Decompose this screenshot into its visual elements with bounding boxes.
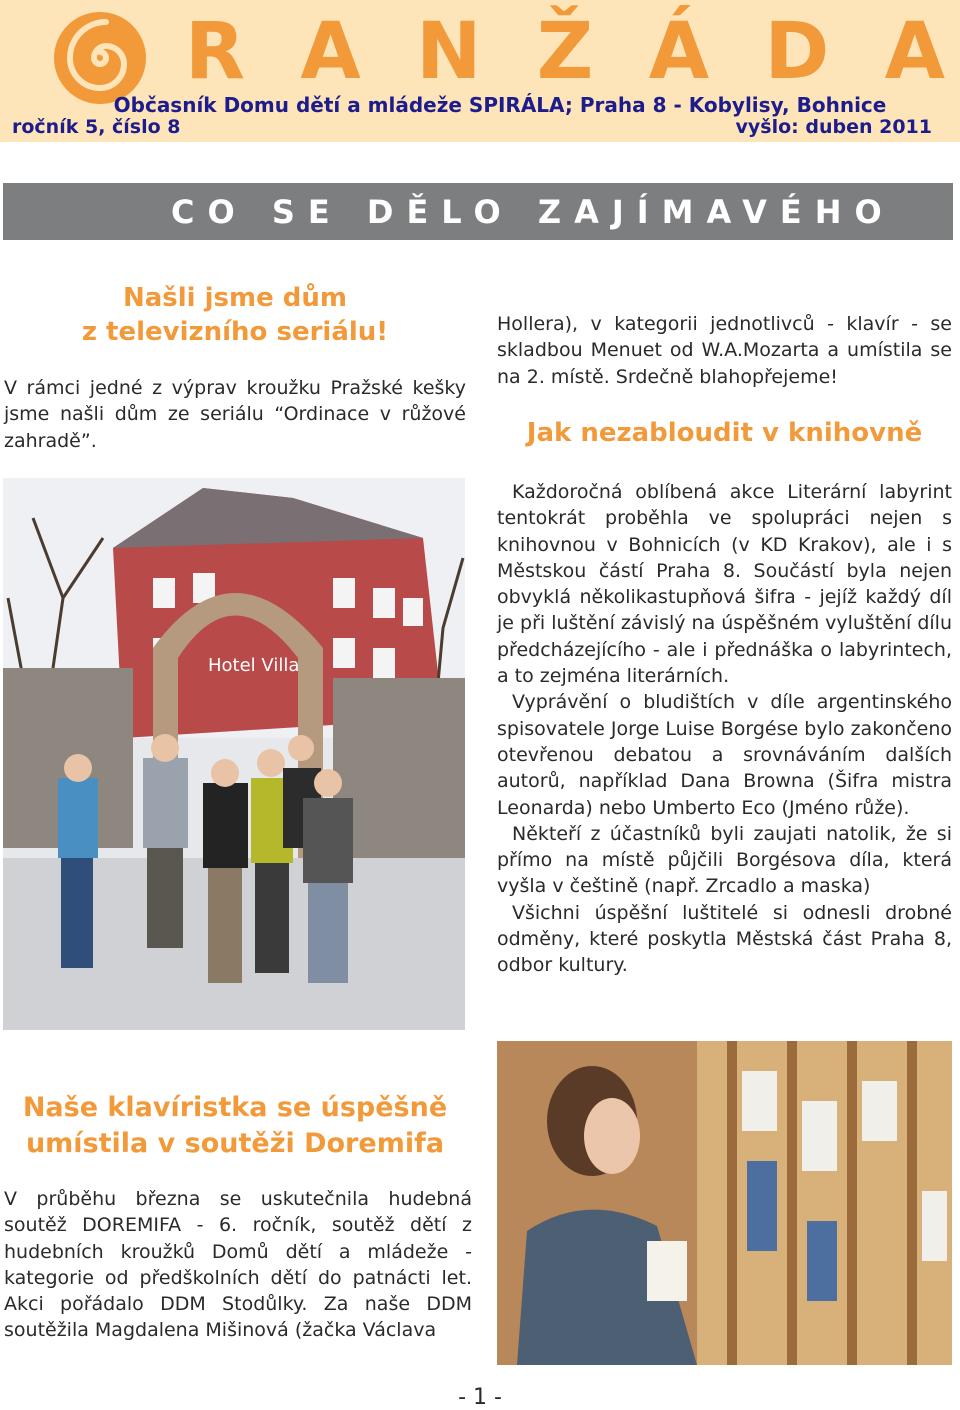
article-library-paragraph: Všichni úspěšní luštitelé si odnesli drobné odměny, které poskytla Městská část Praha 8, odbor kultury. [497, 901, 952, 977]
article-house-body: V rámci jedné z výprav kroužku Pražské kešky jsme našli dům ze seriálu “Ordinace v růžové zahradě”. [4, 377, 466, 452]
article-library-paragraph: Každoročná oblíbená akce Literární labyrint tentokrát proběhla ve spolupráci nejen s knihovnou v Bohnicích (v KD Krakov), ale i s Městskou částí Praha 8. Součástí byla nejen obvyklá několikastupňová šifra - jejíž každý díl je při luštění závislý na úspěšném vyluštění dílu předcházejícího - ale i přednáška o labyrintech, a to zejména literárních. [497, 481, 952, 688]
article-house-title-line2: z televizního seriálu! [81, 317, 389, 347]
masthead-letter: A [300, 7, 361, 97]
article-piano-title-line2: umístila v soutěži Doremifa [25, 1128, 445, 1159]
article-house-title [10, 281, 460, 349]
page-number: - 1 - [458, 1385, 502, 1410]
masthead-letter: A [884, 7, 945, 97]
article-library-body [497, 479, 952, 979]
masthead-letter: Ž [536, 7, 594, 97]
article-piano-body: V průběhu března se uskutečnila hudebná soutěž DOREMIFA - 6. ročník, soutěž dětí z hudebních kroužků Domů dětí a mládeže - kategorie od předškolních dětí do patnácti let. Akci pořádalo DDM Stodůlky. Za naše DDM soutěžila Magdalena Mišinová (žačka Václava [4, 1188, 472, 1342]
masthead-letter: Á [648, 7, 710, 97]
issue-number: ročník 5, číslo 8 [12, 116, 181, 138]
group-photo-hotel-villa [3, 478, 465, 1030]
article-library-paragraph: Vyprávění o bludištích v díle argentinského spisovatele Jorge Luise Borgése bylo zakončeno otevřenou debatou a srovnáváním dalších autorů, například Dana Browna (Šifra mistra Leonarda) nebo Umberto Eco (Jméno růže). [497, 691, 952, 819]
photo-sign-text: Hotel Villa [208, 655, 300, 676]
masthead-title [185, 2, 945, 102]
masthead-letter: D [764, 7, 830, 97]
library-photo [497, 1041, 952, 1365]
newsletter-subtitle: Občasník Domu dětí a mládeže SPIRÁLA; Praha 8 - Kobylisy, Bohnice [113, 93, 887, 117]
article-piano-title-line1: Naše klavíristka se úspěšně [22, 1092, 448, 1123]
section-bar [3, 183, 953, 240]
article-library-paragraph: Někteří z účastníků byli zaujati natolik, že si přímo na místě půjčili Borgésova díla, která vyšla v češtině (např. Zrcadlo a maska) [497, 822, 952, 898]
article-piano-title [10, 1090, 460, 1162]
section-title: CO SE DĚLO ZAJÍMAVÉHO [171, 192, 895, 231]
masthead-letter: N [416, 7, 482, 97]
article-library-title: Jak nezabloudit v knihovně [526, 418, 923, 448]
publish-date: vyšlo: duben 2011 [735, 116, 932, 138]
masthead-letter: R [185, 7, 246, 97]
article-house-title-line1: Našli jsme dům [122, 283, 348, 313]
article-piano-continued-body: Hollera), v kategorii jednotlivců - klavír - se skladbou Menuet od W.A.Mozarta a umístila se na 2. místě. Srdečně blahopřejeme! [497, 313, 952, 388]
